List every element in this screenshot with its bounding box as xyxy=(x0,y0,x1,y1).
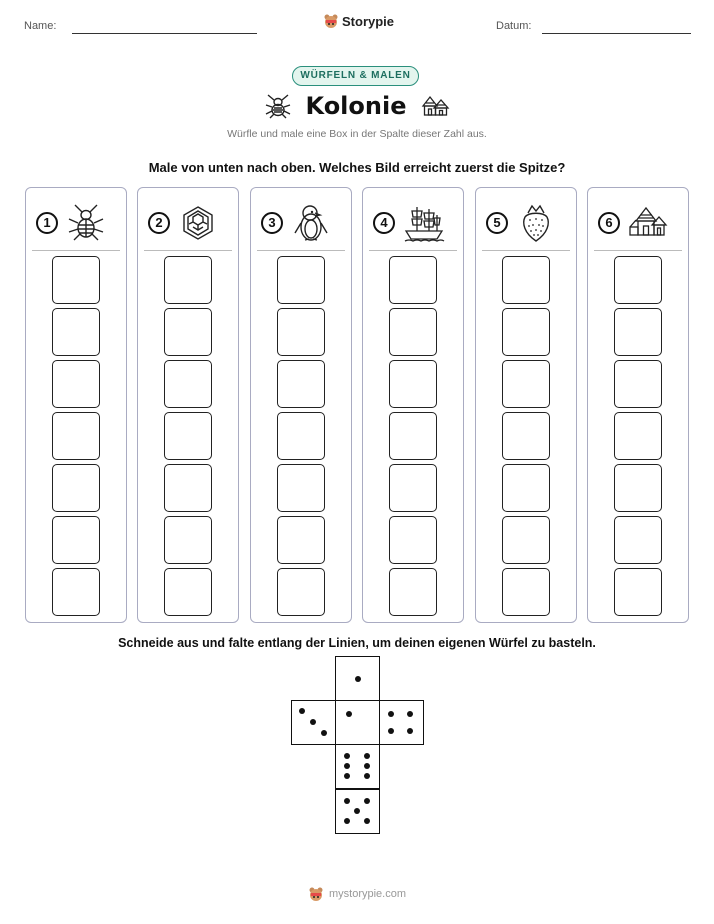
color-box[interactable] xyxy=(277,464,325,512)
column-4 xyxy=(362,187,464,623)
column-header xyxy=(486,203,556,243)
page-title: Kolonie xyxy=(305,92,407,120)
huts-icon xyxy=(628,203,668,243)
footer xyxy=(0,886,714,902)
date-label: Datum: xyxy=(496,20,532,32)
ant-icon xyxy=(264,93,292,119)
color-box[interactable] xyxy=(52,256,100,304)
column-header xyxy=(148,203,218,243)
color-box[interactable] xyxy=(277,256,325,304)
color-box[interactable] xyxy=(52,412,100,460)
storypie-bear-icon xyxy=(308,886,324,902)
storypie-bear-icon xyxy=(323,13,339,29)
color-box[interactable] xyxy=(164,360,212,408)
color-box[interactable] xyxy=(389,464,437,512)
column-number: 4 xyxy=(373,212,395,234)
column-number: 2 xyxy=(148,212,170,234)
column-header xyxy=(373,203,445,243)
color-box[interactable] xyxy=(164,412,212,460)
column-header xyxy=(598,203,668,243)
color-box[interactable] xyxy=(614,516,662,564)
sailing-ship-icon xyxy=(403,203,445,243)
color-box[interactable] xyxy=(164,568,212,616)
color-box[interactable] xyxy=(502,256,550,304)
color-box[interactable] xyxy=(389,256,437,304)
die-face-3 xyxy=(291,700,336,745)
color-box[interactable] xyxy=(164,256,212,304)
footer-url[interactable]: mystorypie.com xyxy=(328,888,407,900)
subtitle: Würfle und male eine Box in der Spalte dieser Zahl aus. xyxy=(227,128,487,140)
question: Male von unten nach oben. Welches Bild erreicht zuerst die Spitze? xyxy=(148,160,566,175)
brand-logo xyxy=(323,13,394,29)
column-number: 3 xyxy=(261,212,283,234)
name-line[interactable] xyxy=(72,33,257,34)
color-box[interactable] xyxy=(164,308,212,356)
color-box[interactable] xyxy=(502,516,550,564)
column-2 xyxy=(137,187,239,623)
color-box[interactable] xyxy=(502,308,550,356)
date-line[interactable] xyxy=(542,33,691,34)
color-box[interactable] xyxy=(164,464,212,512)
die-face-5 xyxy=(335,789,380,834)
column-number: 5 xyxy=(486,212,508,234)
color-box[interactable] xyxy=(277,360,325,408)
honeycomb-icon xyxy=(178,203,218,243)
die-face-6 xyxy=(335,744,380,789)
category-badge: WÜRFELN & MALEN xyxy=(292,66,419,86)
color-box[interactable] xyxy=(52,568,100,616)
column-6 xyxy=(587,187,689,623)
die-face-1 xyxy=(335,700,380,745)
color-box[interactable] xyxy=(389,308,437,356)
column-header xyxy=(36,203,106,243)
color-box[interactable] xyxy=(277,568,325,616)
color-box[interactable] xyxy=(164,516,212,564)
color-box[interactable] xyxy=(277,516,325,564)
die-face-1 xyxy=(335,656,380,701)
cut-instruction: Schneide aus und falte entlang der Linien, um deinen eigenen Würfel zu basteln. xyxy=(118,636,596,650)
ant-icon xyxy=(66,203,106,243)
color-box[interactable] xyxy=(277,308,325,356)
title-row xyxy=(0,92,714,120)
color-box[interactable] xyxy=(52,360,100,408)
column-3 xyxy=(250,187,352,623)
color-box[interactable] xyxy=(502,412,550,460)
color-box[interactable] xyxy=(614,308,662,356)
color-box[interactable] xyxy=(614,412,662,460)
color-box[interactable] xyxy=(614,464,662,512)
color-box[interactable] xyxy=(614,360,662,408)
color-box[interactable] xyxy=(389,360,437,408)
penguin-icon xyxy=(291,203,331,243)
color-box[interactable] xyxy=(52,464,100,512)
column-5 xyxy=(475,187,577,623)
name-label: Name: xyxy=(24,20,57,32)
color-box[interactable] xyxy=(502,568,550,616)
color-box[interactable] xyxy=(389,568,437,616)
column-number: 6 xyxy=(598,212,620,234)
huts-icon xyxy=(420,94,450,118)
color-box[interactable] xyxy=(614,568,662,616)
die-face-4 xyxy=(379,700,424,745)
strawberry-icon xyxy=(516,203,556,243)
color-box[interactable] xyxy=(389,516,437,564)
color-box[interactable] xyxy=(52,516,100,564)
color-box[interactable] xyxy=(52,308,100,356)
color-box[interactable] xyxy=(614,256,662,304)
column-number: 1 xyxy=(36,212,58,234)
column-header xyxy=(261,203,331,243)
column-1 xyxy=(25,187,127,623)
color-box[interactable] xyxy=(277,412,325,460)
color-box[interactable] xyxy=(502,360,550,408)
brand-name: Storypie xyxy=(342,13,395,29)
color-box[interactable] xyxy=(502,464,550,512)
color-box[interactable] xyxy=(389,412,437,460)
